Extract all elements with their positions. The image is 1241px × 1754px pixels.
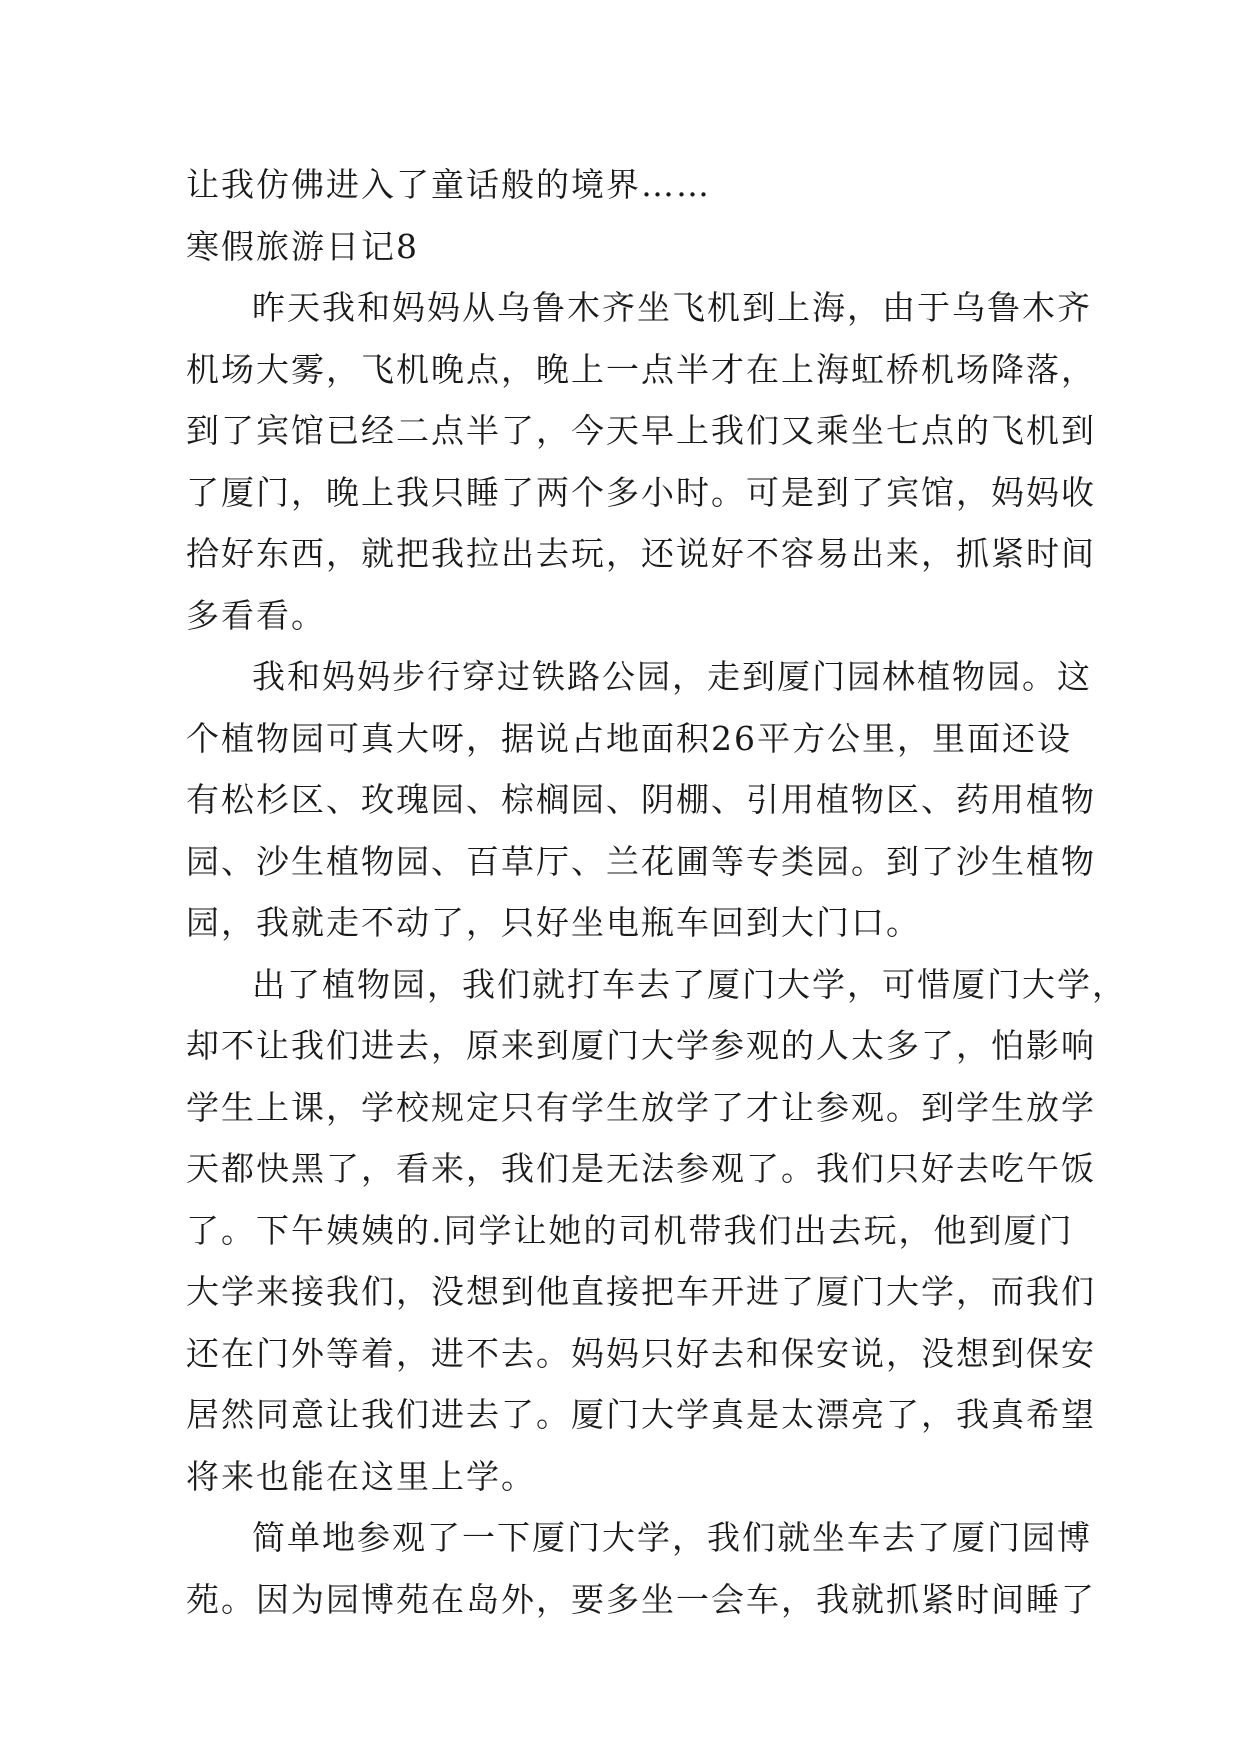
paragraph-line: 居然同意让我们进去了。厦门大学真是太漂亮了，我真希望 (186, 1395, 1096, 1434)
paragraph-3 (186, 954, 1127, 1508)
paragraph-line: 了。下午姨姨的.同学让她的司机带我们出去玩，他到厦门 (186, 1210, 1074, 1250)
document-body (186, 154, 1127, 1630)
paragraph-line: 个植物园可真大呀，据说占地面积26平方公里，里面还设 (186, 718, 1072, 758)
paragraph-line: 有松杉区、玫瑰园、棕榈园、阴棚、引用植物区、药用植物 (186, 780, 1096, 819)
paragraph-2 (186, 646, 1096, 954)
paragraph-line: 大学来接我们，没想到他直接把车开进了厦门大学，而我们 (186, 1272, 1096, 1311)
diary-heading: 寒假旅游日记8 (186, 226, 419, 266)
paragraph-line: 机场大雾，飞机晚点，晚上一点半才在上海虹桥机场降落， (186, 349, 1096, 389)
paragraph-line: 天都快黑了，看来，我们是无法参观了。我们只好去吃午饭 (186, 1149, 1096, 1188)
paragraph-line: 我和妈妈步行穿过铁路公园，走到厦门园林植物园。这 (252, 657, 1092, 696)
paragraph-line: 出了植物园，我们就打车去了厦门大学，可惜厦门大学， (252, 964, 1127, 1004)
paragraph-line: 还在门外等着，进不去。妈妈只好去和保安说，没想到保安 (186, 1333, 1096, 1373)
paragraph-line: 园、沙生植物园、百草厅、兰花圃等专类园。到了沙生植物 (186, 841, 1096, 881)
paragraph-line: 却不让我们进去，原来到厦门大学参观的人太多了，怕影响 (186, 1026, 1096, 1065)
paragraph-line: 学生上课，学校规定只有学生放学了才让参观。到学生放学 (186, 1087, 1096, 1127)
paragraph-line: 苑。因为园博苑在岛外，要多坐一会车，我就抓紧时间睡了 (186, 1579, 1096, 1619)
paragraph-line: 昨天我和妈妈从乌鲁木齐坐飞机到上海，由于乌鲁木齐 (252, 288, 1092, 327)
paragraph-line: 拾好东西，就把我拉出去玩，还说好不容易出来，抓紧时间 (186, 534, 1096, 573)
paragraph-line: 将来也能在这里上学。 (186, 1456, 536, 1496)
paragraph-4 (186, 1507, 1096, 1630)
paragraph-line: 了厦门，晚上我只睡了两个多小时。可是到了宾馆，妈妈收 (186, 472, 1096, 512)
paragraph-line: 园，我就走不动了，只好坐电瓶车回到大门口。 (186, 903, 921, 942)
paragraph-line: 简单地参观了一下厦门大学，我们就坐车去了厦门园博 (252, 1518, 1092, 1557)
paragraph-line: 到了宾馆已经二点半了，今天早上我们又乘坐七点的飞机到 (186, 411, 1096, 450)
continuation-line: 让我仿佛进入了童话般的境界…… (186, 165, 711, 204)
paragraph-line: 多看看。 (186, 595, 326, 635)
paragraph-1 (186, 277, 1096, 646)
